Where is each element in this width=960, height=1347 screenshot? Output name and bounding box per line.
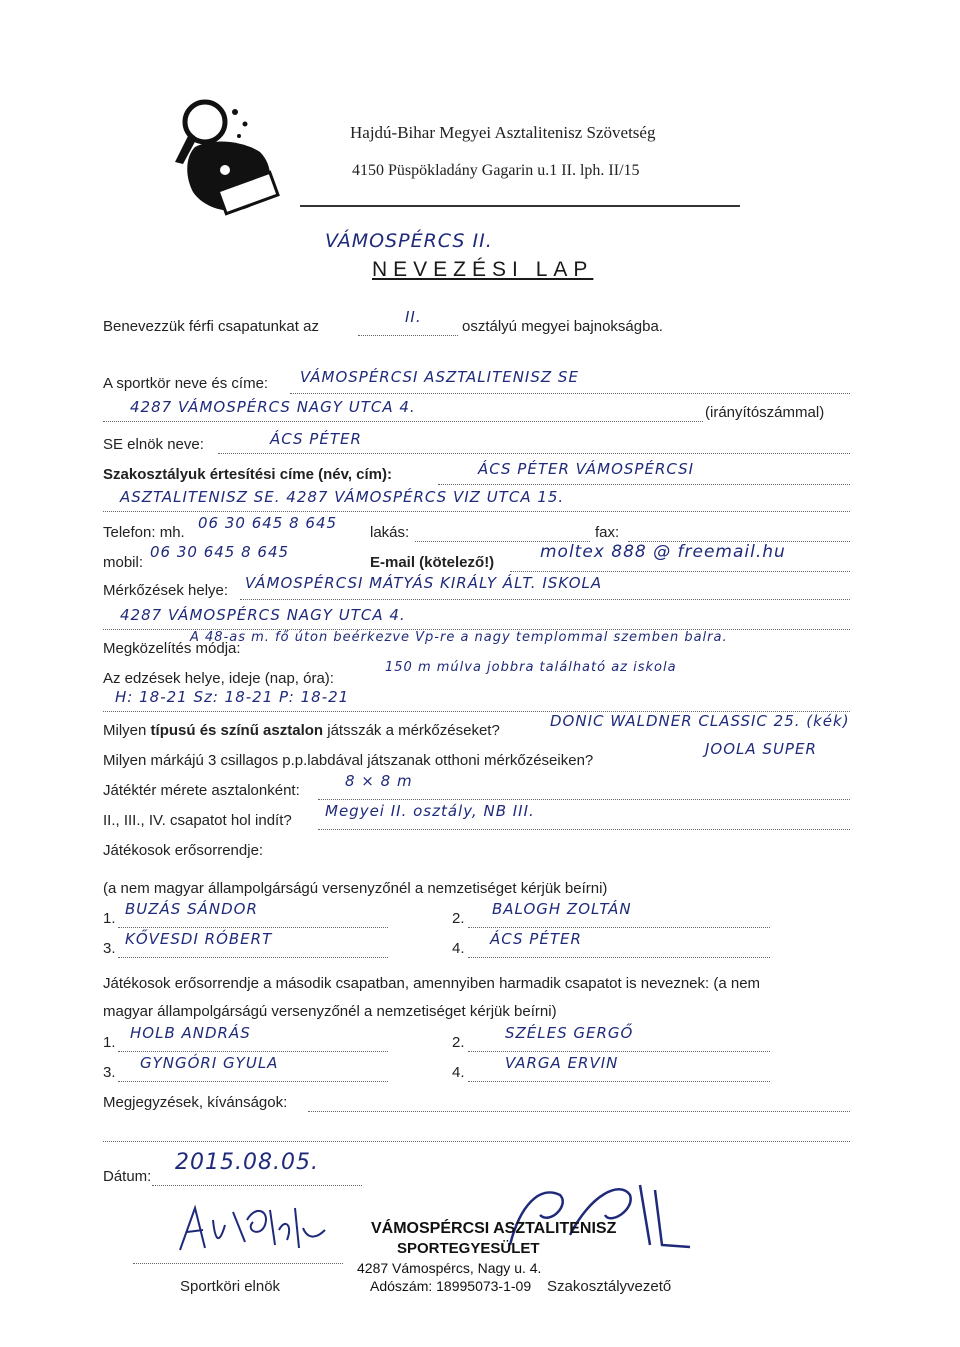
player2-1-dots — [118, 1050, 388, 1052]
president-value[interactable]: ÁCS PÉTER — [270, 430, 362, 448]
intro-suffix: osztályú megyei bajnokságba. — [462, 318, 663, 335]
mobile-value[interactable]: 06 30 645 8 645 — [150, 543, 290, 561]
club-address-dots — [103, 420, 703, 422]
venue-value-2[interactable]: 4287 VÁMOSPÉRCS NAGY UTCA 4. — [120, 606, 406, 624]
division-value[interactable]: II. — [405, 308, 422, 326]
player2-name[interactable]: BALOGH ZOLTÁN — [492, 900, 632, 918]
area-dots — [318, 798, 850, 800]
email-dots — [510, 570, 850, 572]
ball-label: Milyen márkájú 3 csillagos p.p.labdával játszanak otthoni mérkőzéseiken? — [103, 752, 594, 769]
logo-icon — [165, 92, 295, 222]
president-label: SE elnök neve: — [103, 436, 204, 453]
training-label: Az edzések helye, ideje (nap, óra): — [103, 670, 334, 687]
date-label: Dátum: — [103, 1168, 152, 1185]
venue-label: Mérkőzések helye: — [103, 582, 229, 599]
org-name: Hajdú-Bihar Megyei Asztalitenisz Szövetség — [350, 123, 656, 142]
president-sign-dots — [133, 1262, 343, 1264]
notify-label: Szakosztályuk értesítési címe (név, cím): — [103, 466, 393, 483]
player2-num: 2. — [452, 910, 465, 927]
training-value[interactable]: H: 18-21 Sz: 18-21 P: 18-21 — [115, 688, 350, 706]
venue-value-1[interactable]: VÁMOSPÉRCSI MÁTYÁS KIRÁLY ÁLT. ISKOLA — [245, 574, 603, 592]
notes-dots-2 — [103, 1140, 850, 1142]
teams-label: II., III., IV. csapatot hol indít? — [103, 812, 292, 829]
player3-name[interactable]: KŐVESDI RÓBERT — [125, 930, 273, 948]
player4-num: 4. — [452, 940, 465, 957]
teams-value[interactable]: Megyei II. osztály, NB III. — [325, 802, 535, 820]
stamp-line-1: VÁMOSPÉRCSI ASZTALITENISZ — [371, 1220, 617, 1237]
phone-value[interactable]: 06 30 645 8 645 — [198, 514, 338, 532]
area-value[interactable]: 8 × 8 m — [345, 772, 413, 790]
phone-label: Telefon: mh. — [103, 524, 185, 541]
club-name-value[interactable]: VÁMOSPÉRCSI ASZTALITENISZ SE — [300, 368, 579, 386]
area-label: Játéktér mérete asztalonként: — [103, 782, 300, 799]
table-label-bold: típusú és színű asztalon — [150, 722, 324, 739]
email-value[interactable]: moltex 888 @ freemail.hu — [540, 542, 786, 562]
notify-dots-2 — [103, 510, 850, 512]
player4-name[interactable]: ÁCS PÉTER — [490, 930, 582, 948]
player2-2-num: 2. — [452, 1034, 465, 1051]
team-name-handwritten: VÁMOSPÉRCS II. — [325, 230, 493, 252]
org-address: 4150 Püspökladány Gagarin u.1 II. lph. II/15 — [352, 162, 640, 179]
notes-label: Megjegyzések, kívánságok: — [103, 1094, 288, 1111]
nationality-note: (a nem magyar állampolgárságú versenyzőnél a nemzetiséget kérjük beírni) — [103, 880, 608, 897]
form-title: NEVEZÉSI LAP — [372, 258, 594, 281]
notify-dots-1 — [438, 483, 850, 485]
mobile-label: mobil: — [103, 554, 144, 571]
fax-label: fax: — [595, 524, 620, 541]
intro-dots — [358, 334, 458, 336]
second-team-text-2: magyar állampolgárságú versenyzőnél a nemzetiséget kérjük beírni) — [103, 1003, 557, 1020]
player1-dots — [118, 926, 388, 928]
venue-dots-1 — [240, 598, 850, 600]
player2-3-dots — [118, 1080, 388, 1082]
date-value[interactable]: 2015.08.05. — [175, 1150, 319, 1175]
table-value[interactable]: DONIC WALDNER CLASSIC 25. (kék) — [550, 712, 850, 730]
president-dots — [218, 452, 850, 454]
notes-dots-1 — [308, 1110, 850, 1112]
stamp-line-2: SPORTEGYESÜLET — [397, 1240, 540, 1257]
order-label: Játékosok erősorrendje: — [103, 842, 264, 859]
notify-value-2[interactable]: ASZTALITENISZ SE. 4287 VÁMOSPÉRCS VIZ UTCA 15. — [120, 488, 565, 506]
player2-4-dots — [468, 1080, 770, 1082]
player1-name[interactable]: BUZÁS SÁNDOR — [125, 900, 258, 918]
player4-dots — [468, 956, 770, 958]
access-value-2[interactable]: 150 m múlva jobbra található az iskola — [385, 660, 677, 675]
player2-1-name[interactable]: HOLB ANDRÁS — [130, 1024, 251, 1042]
stamp-line-4: Adószám: 18995073-1-09 — [370, 1278, 532, 1294]
player2-4-num: 4. — [452, 1064, 465, 1081]
header-divider — [300, 205, 740, 207]
player2-3-name[interactable]: GYNGÓRI GYULA — [140, 1054, 279, 1072]
home-phone-label: lakás: — [370, 524, 410, 541]
postal-note: (irányítószámmal) — [705, 404, 825, 421]
president-sign-label: Sportköri elnök — [180, 1278, 281, 1295]
player2-4-name[interactable]: VARGA ERVIN — [505, 1054, 619, 1072]
date-dots — [152, 1184, 362, 1186]
player1-num: 1. — [103, 910, 116, 927]
player2-1-num: 1. — [103, 1034, 116, 1051]
stamp-line-3: 4287 Vámospércs, Nagy u. 4. — [357, 1260, 542, 1276]
player2-3-num: 3. — [103, 1064, 116, 1081]
table-label — [103, 722, 500, 739]
table-label-post: játsszák a mérkőzéseket? — [327, 722, 500, 739]
club-label: A sportkör neve és címe: — [103, 375, 269, 392]
club-address-value[interactable]: 4287 VÁMOSPÉRCS NAGY UTCA 4. — [130, 398, 416, 416]
player3-num: 3. — [103, 940, 116, 957]
player3-dots — [118, 956, 388, 958]
president-signature — [175, 1200, 335, 1255]
email-label: E-mail (kötelező!) — [370, 554, 495, 571]
table-label-pre: Milyen — [103, 722, 147, 739]
club-dots — [290, 392, 850, 394]
second-team-text-1: Játékosok erősorrendje a második csapatban, amennyiben harmadik csapatot is neveznek: (a nem — [103, 975, 761, 992]
teams-dots — [318, 828, 850, 830]
ball-value[interactable]: JOOLA SUPER — [705, 740, 817, 758]
player2-dots — [468, 926, 770, 928]
intro-label: Benevezzük férfi csapatunkat az — [103, 318, 319, 335]
player2-2-name[interactable]: SZÉLES GERGŐ — [505, 1024, 634, 1042]
leader-sign-label: Szakosztályvezető — [547, 1278, 672, 1295]
access-value-1[interactable]: A 48-as m. fő úton beérkezve Vp-re a nagy templommal szemben balra. — [190, 630, 728, 645]
player2-2-dots — [468, 1050, 770, 1052]
access-label: Megközelítés módja: — [103, 640, 241, 657]
notify-value-1[interactable]: ÁCS PÉTER VÁMOSPÉRCSI — [478, 460, 695, 478]
